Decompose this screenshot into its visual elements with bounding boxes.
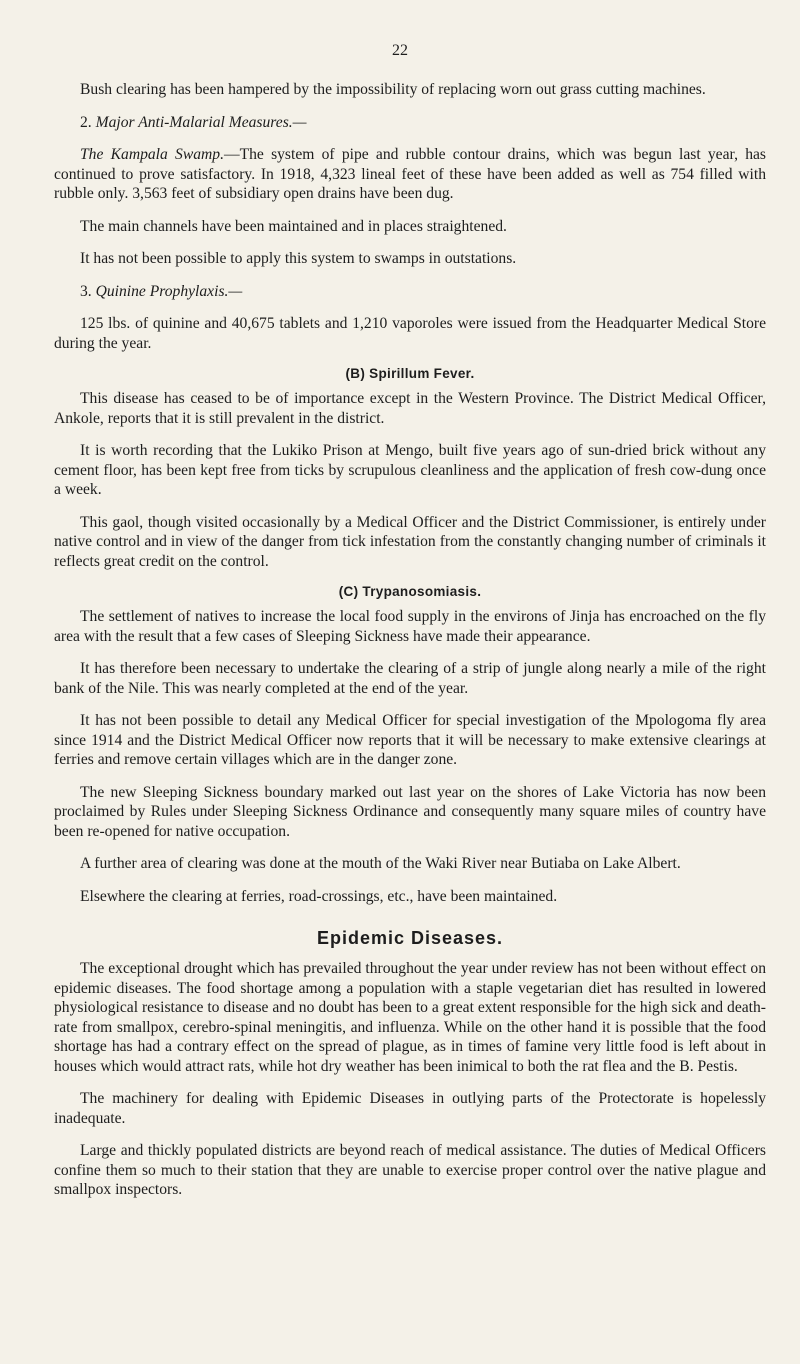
paragraph-lead: The Kampala Swamp. (80, 146, 224, 163)
paragraph: Large and thickly populated districts are beyond reach of medical assistance. The duties of Medical Officers confine them so much to their station that they are unable to exercise proper control over the native plague and smallpox inspectors. (54, 1142, 766, 1198)
paragraph: It has not been possible to detail any Medical Officer for special investigation of the Mpologoma fly area since 1914 and the District Medical Officer now reports that it will be necessary to make extensive clearings at ferries and remove certain villages which are in the danger zone. (54, 712, 766, 768)
paragraph: This disease has ceased to be of importance except in the Western Province. The District Medical Officer, Ankole, reports that it is still prevalent in the district. (54, 390, 766, 427)
paragraph: The machinery for dealing with Epidemic Diseases in outlying parts of the Protectorate is hopelessly inadequate. (54, 1090, 766, 1127)
paragraph: Elsewhere the clearing at ferries, road-crossings, etc., have been maintained. (80, 887, 558, 905)
subheading-spirillum-fever: (B) Spirillum Fever. (345, 366, 475, 381)
paragraph: Bush clearing has been hampered by the impossibility of replacing worn out grass cutting machines. (80, 81, 706, 98)
section-number: 3. (80, 282, 96, 300)
paragraph: The main channels have been maintained and in places straightened. (80, 217, 507, 235)
document-body (54, 80, 766, 1213)
paragraph: It has not been possible to apply this system to swamps in outstations. (80, 250, 517, 267)
section-heading-quinine (54, 282, 766, 302)
paragraph: The settlement of natives to increase the local food supply in the environs of Jinja has encroached on the fly area with the result that a few cases of Sleeping Sickness have made their appearance. (54, 608, 766, 645)
paragraph: It is worth recording that the Lukiko Prison at Mengo, built five years ago of sun-dried brick without any cement floor, has been kept free from ticks by scrupulous cleanliness and the application of fresh cow-dung once a week. (54, 442, 766, 498)
section-title: Major Anti-Malarial Measures.— (95, 113, 307, 131)
page-number: 22 (392, 42, 408, 59)
paragraph: The exceptional drought which has prevailed throughout the year under review has not been without effect on epidemic diseases. The food shortage among a population with a staple vegetarian diet has resulted in lowered physiological resistance to disease and no doubt has been to a great extent responsible for the high sick and death-rate from smallpox, cerebro-spinal meningitis, and influenza. While on the other hand it is possible that the food shortage has had a contrary effect on the spread of plague, as in times of famine very little food is left about in houses which would attract rats, while hot dry weather has been inimical to both the rat flea and the B. Pestis. (54, 960, 766, 1075)
paragraph-text: —The system of pipe and rubble contour drains, which was begun last year, has continued to prove satisfactory. In 1918, 4,323 lineal feet of these have been added as well as 754 filled with rubble only. 3,563 feet of subsidiary open drains have been dug. (54, 146, 766, 202)
paragraph: This gaol, though visited occasionally by a Medical Officer and the District Commissioner, is entirely under native control and in view of the danger from tick infestation from the constantly changing number of criminals it reflects great credit on the control. (54, 513, 766, 570)
paragraph: A further area of clearing was done at the mouth of the Waki River near Butiaba on Lake Albert. (80, 855, 681, 872)
subheading-trypanosomiasis: (C) Trypanosomiasis. (338, 584, 482, 599)
section-number: 2. (80, 113, 96, 131)
paragraph-kampala-swamp (54, 145, 766, 204)
heading-epidemic-diseases: Epidemic Diseases. (316, 928, 504, 948)
paragraph: 125 lbs. of quinine and 40,675 tablets and 1,210 vaporoles were issued from the Headquarter Medical Store during the year. (54, 315, 766, 352)
paragraph: It has therefore been necessary to undertake the clearing of a strip of jungle along nearly a mile of the right bank of the Nile. This was nearly completed at the end of the year. (54, 660, 766, 697)
section-heading-anti-malarial (54, 113, 766, 133)
paragraph: The new Sleeping Sickness boundary marked out last year on the shores of Lake Victoria has now been proclaimed by Rules under Sleeping Sickness Ordinance and consequently many square miles of country have been re-opened for native occupation. (54, 783, 766, 840)
section-title: Quinine Prophylaxis.— (95, 282, 243, 300)
